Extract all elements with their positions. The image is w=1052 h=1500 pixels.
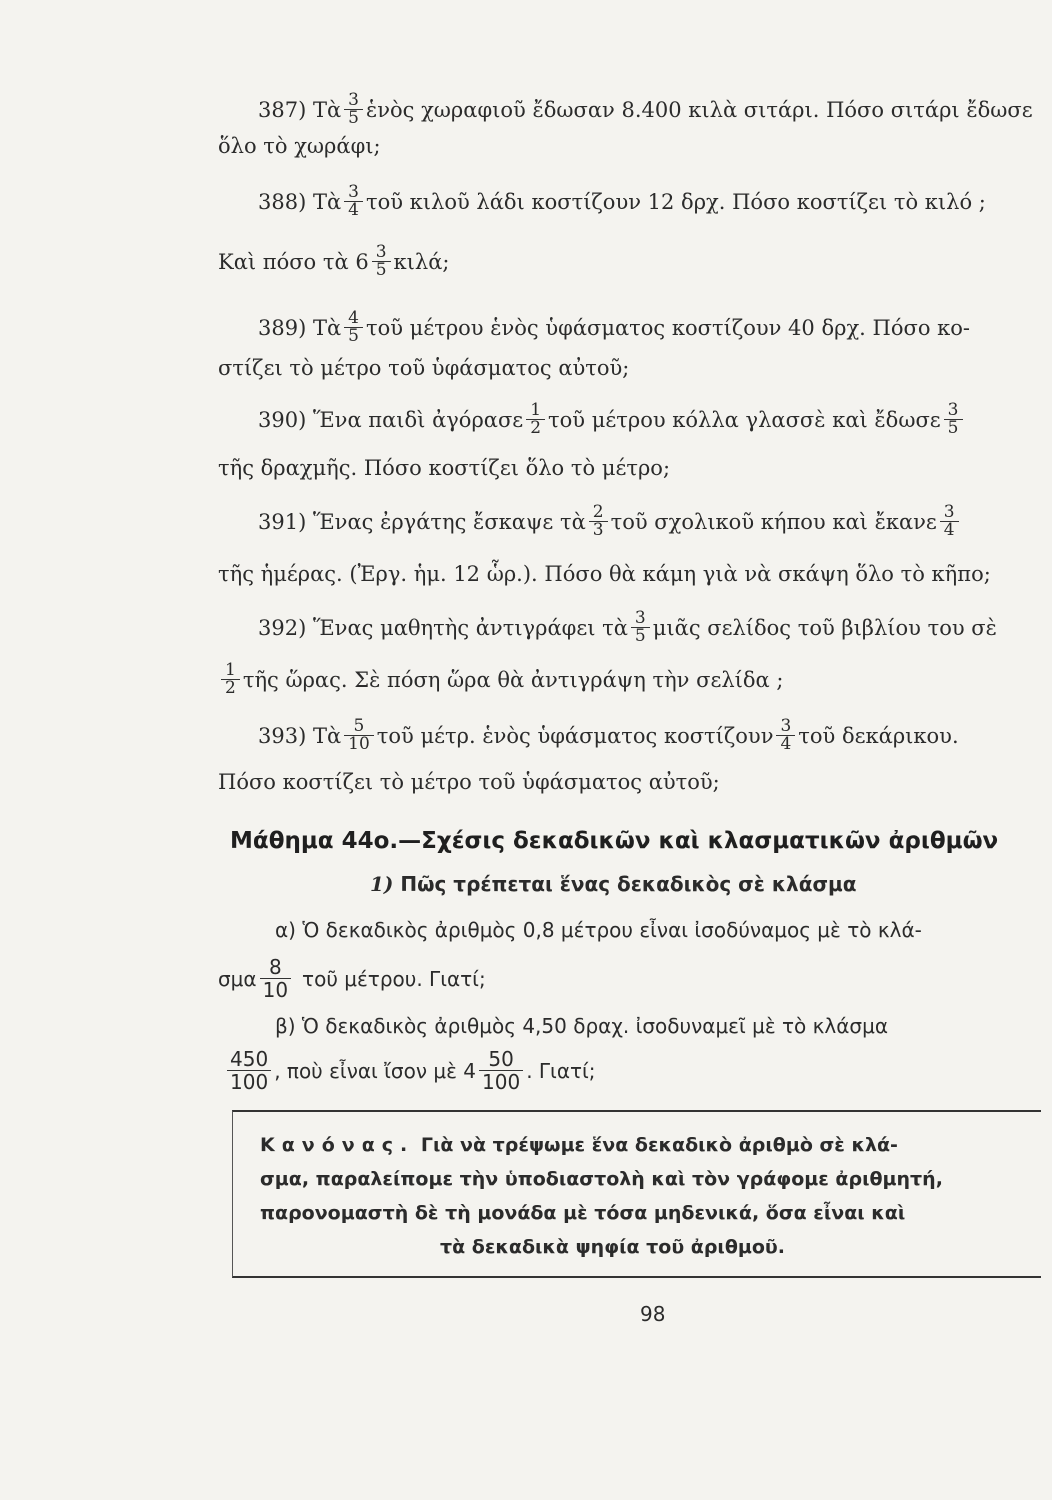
problem-388-line2: Καὶ πόσο τὰ 6 $\frac{3}{5}$ κιλά; xyxy=(218,242,450,280)
problem-393-line2: Πόσο κοστίζει τὸ μέτρο τοῦ ὑφάσματος αὐτοῦ; xyxy=(218,770,720,794)
rule-line1: Κανόνας. Γιὰ νὰ τρέψωμε ἕνα δεκαδικὸ ἀριθμὸ σὲ κλά- xyxy=(260,1134,898,1156)
lesson-subheading: 1) Πῶς τρέπεται ἕνας δεκαδικὸς σὲ κλάσμα xyxy=(370,872,857,896)
lesson-b-line1: β) Ὁ δεκαδικὸς ἀριθμὸς 4,50 δραχ. ἰσοδυναμεῖ μὲ τὸ κλάσμα xyxy=(275,1014,889,1038)
problem-388-line1: 388) Τὰ $\frac{3}{4}$ τοῦ κιλοῦ λάδι κοστίζουν 12 δρχ. Πόσο κοστίζει τὸ κιλό ; xyxy=(258,182,986,220)
lesson-a-line1: α) Ὁ δεκαδικὸς ἀριθμὸς 0,8 μέτρου εἶναι ἰσοδύναμος μὲ τὸ κλά- xyxy=(275,918,922,942)
rule-line2: σμα, παραλείπομε τὴν ὑποδιαστολὴ καὶ τὸν γράφομε ἀριθμητή, xyxy=(260,1168,943,1190)
fraction: $\frac{1}{2}$ xyxy=(221,662,240,697)
fraction: $\frac{3}{4}$ xyxy=(776,718,795,753)
fraction: $\frac{5}{10}$ xyxy=(344,718,374,753)
problem-390-line2: τῆς δραχμῆς. Πόσο κοστίζει ὅλο τὸ μέτρο; xyxy=(218,456,671,480)
rule-line4: τὰ δεκαδικὰ ψηφία τοῦ ἀριθμοῦ. xyxy=(440,1236,785,1258)
fraction: $\frac{450}{100}$ xyxy=(227,1048,271,1093)
fraction: $\frac{3}{5}$ xyxy=(631,610,650,645)
problem-392-line2: $\frac{1}{2}$ τῆς ὥρας. Σὲ πόση ὥρα θὰ ἀντιγράψη τὴν σελίδα ; xyxy=(218,662,783,697)
fraction: $\frac{8}{10}$ xyxy=(260,956,291,1001)
problem-393-line1: 393) Τὰ $\frac{5}{10}$ τοῦ μέτρ. ἑνὸς ὑφάσματος κοστίζουν $\frac{3}{4}$ τοῦ δεκάρικου. xyxy=(258,716,959,754)
problem-389-line2: στίζει τὸ μέτρο τοῦ ὑφάσματος αὐτοῦ; xyxy=(218,356,630,380)
page-number: 98 xyxy=(640,1302,666,1326)
problem-390-line1: 390) Ἕνα παιδὶ ἀγόρασε $\frac{1}{2}$ τοῦ μέτρου κόλλα γλασσὲ καὶ ἔδωσε $\frac{3}{5}$ xyxy=(258,402,966,437)
problem-387-line1: 387) Τὰ $\frac{3}{5}$ ἑνὸς χωραφιοῦ ἔδωσαν 8.400 κιλὰ σιτάρι. Πόσο σιτάρι ἔδωσε xyxy=(258,90,1033,128)
fraction: $\frac{3}{4}$ xyxy=(940,504,959,539)
fraction: $\frac{50}{100}$ xyxy=(479,1048,523,1093)
fraction: $\frac{3}{5}$ xyxy=(944,402,963,437)
problem-387-line2: ὅλο τὸ χωράφι; xyxy=(218,134,381,158)
fraction: $\frac{3}{5}$ xyxy=(372,244,391,279)
problem-389-line1: 389) Τὰ $\frac{4}{5}$ τοῦ μέτρου ἑνὸς ὑφάσματος κοστίζουν 40 δρχ. Πόσο κο- xyxy=(258,308,970,346)
fraction: $\frac{3}{5}$ xyxy=(344,92,363,127)
problem-391-line2: τῆς ἡμέρας. (Ἐργ. ἡμ. 12 ὧρ.). Πόσο θὰ κάμη γιὰ νὰ σκάψη ὅλο τὸ κῆπο; xyxy=(218,562,991,586)
fraction: $\frac{4}{5}$ xyxy=(344,310,363,345)
problem-392-line1: 392) Ἕνας μαθητὴς ἀντιγράφει τὰ $\frac{3}{5}$ μιᾶς σελίδος τοῦ βιβλίου του σὲ xyxy=(258,608,997,646)
fraction: $\frac{3}{4}$ xyxy=(344,184,363,219)
fraction: $\frac{2}{3}$ xyxy=(589,504,608,539)
fraction: $\frac{1}{2}$ xyxy=(526,402,545,437)
rule-line3: παρονομαστὴ δὲ τὴ μονάδα μὲ τόσα μηδενικά, ὅσα εἶναι καὶ xyxy=(260,1202,906,1224)
lesson-title: Μάθημα 44ο.—Σχέσις δεκαδικῶν καὶ κλασματικῶν ἀριθμῶν xyxy=(230,828,999,854)
lesson-a-line2: σμα $\frac{8}{10}$ τοῦ μέτρου. Γιατί; xyxy=(218,955,486,1002)
lesson-b-line2: $\frac{450}{100}$ , ποὺ εἶναι ἴσον μὲ 4 $\frac{50}{100}$ . Γιατί; xyxy=(224,1048,596,1093)
problem-391-line1: 391) Ἕνας ἐργάτης ἔσκαψε τὰ $\frac{2}{3}$ τοῦ σχολικοῦ κήπου καὶ ἔκανε $\frac{3}{4}$ xyxy=(258,504,962,539)
